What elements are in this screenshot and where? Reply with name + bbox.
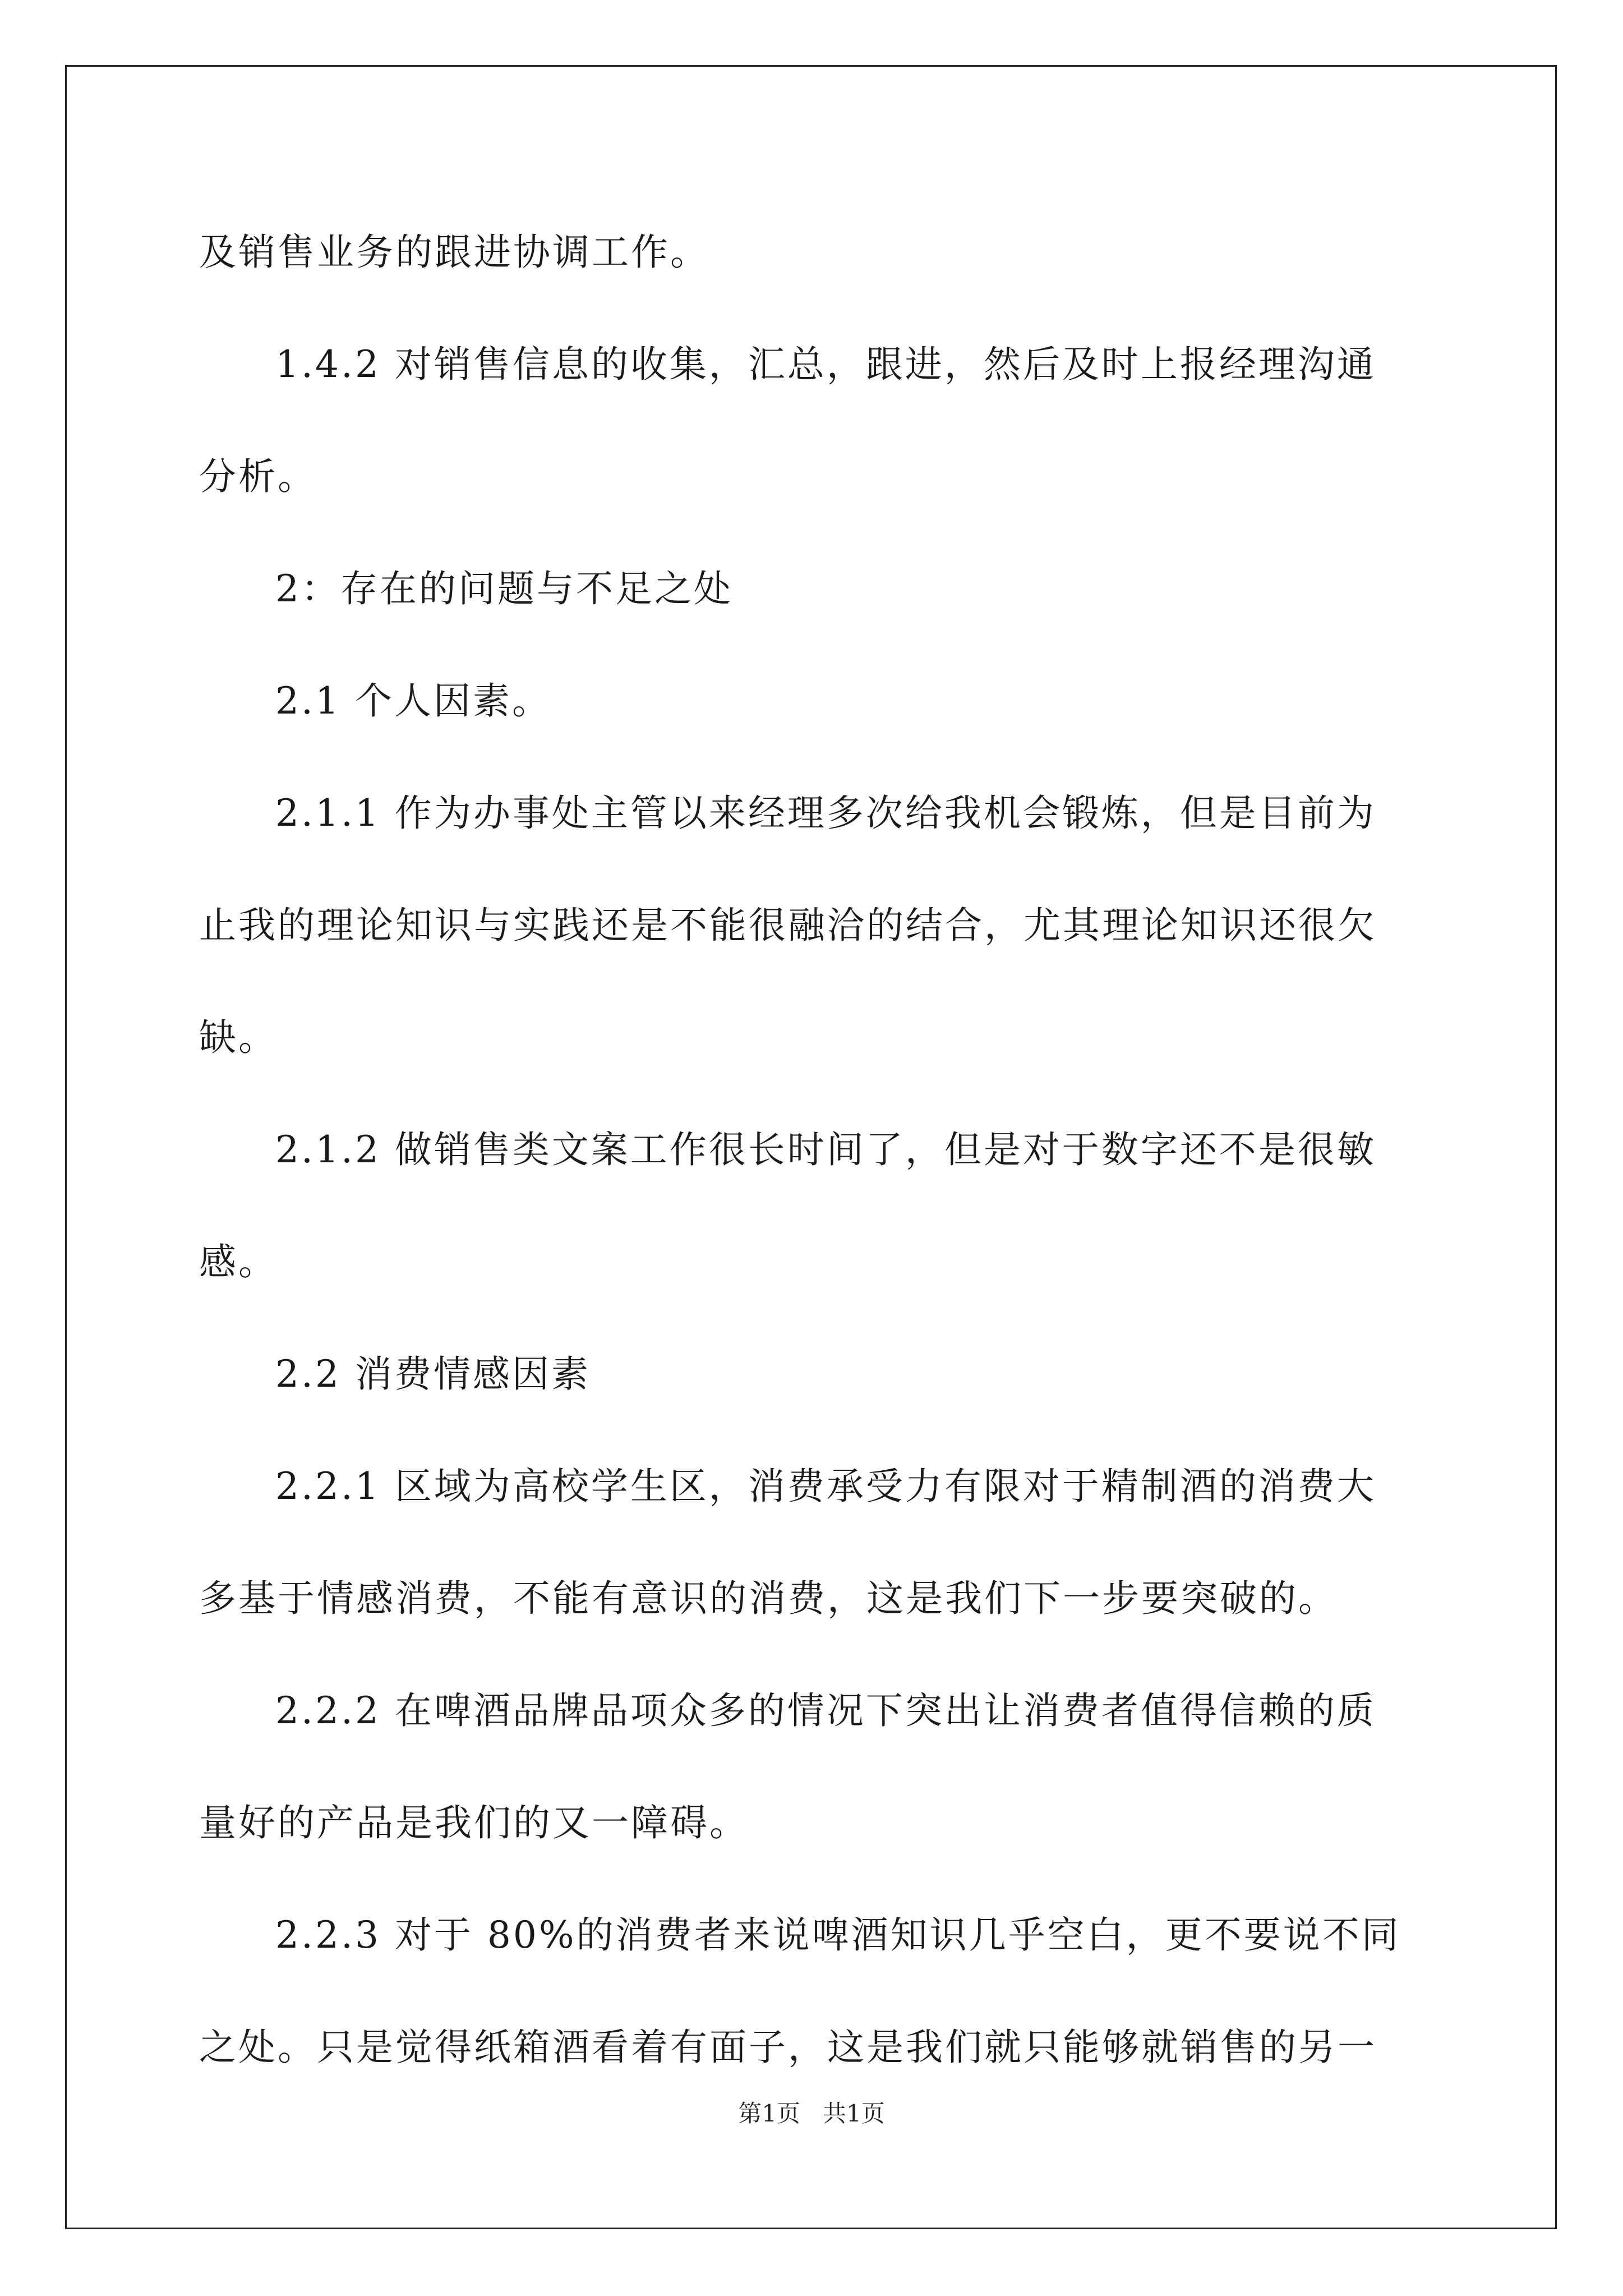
document-body [199, 196, 1433, 2104]
page-number: 第1页 [738, 2100, 800, 2127]
paragraph [199, 1094, 1433, 1318]
text-line: 及销售业务的跟进协调工作。 [199, 231, 709, 274]
subsection-heading [199, 1318, 1433, 1430]
text-line: 2.2 消费情感因素 [275, 1352, 591, 1396]
text-line: 感。 [199, 1240, 278, 1283]
text-line: 多基于情感消费，不能有意识的消费，这是我们下一步要突破的。 [199, 1577, 1338, 1620]
page-total: 共1页 [823, 2100, 885, 2127]
text-line: 分析。 [199, 455, 317, 498]
text-line: 2.2.3 对于 80%的消费者来说啤酒知识几乎空白，更不要说不同 [275, 1913, 1401, 1957]
text-line: 2.1.2 做销售类文案工作很长时间了，但是对于数字还不是很敏 [275, 1128, 1376, 1171]
text-line: 量好的产品是我们的又一障碍。 [199, 1801, 749, 1844]
paragraph [199, 1430, 1433, 1655]
text-line: 2.2.1 区域为高校学生区，消费承受力有限对于精制酒的消费大 [275, 1465, 1376, 1508]
text-line: 2.1.1 作为办事处主管以来经理多次给我机会锻炼，但是目前为 [275, 792, 1376, 835]
paragraph [199, 757, 1433, 1094]
text-line: 2.1 个人因素。 [275, 679, 551, 723]
page-footer [0, 2095, 1623, 2129]
section-heading [199, 533, 1433, 645]
paragraph [199, 196, 1433, 309]
text-line: 之处。只是觉得纸箱酒看着有面子，这是我们就只能够就销售的另一 [199, 2026, 1377, 2069]
text-line: 止我的理论知识与实践还是不能很融洽的结合，尤其理论知识还很欠 [199, 904, 1377, 947]
text-line: 缺。 [199, 1016, 278, 1059]
text-line: 2.2.2 在啤酒品牌品项众多的情况下突出让消费者值得信赖的质 [275, 1689, 1376, 1732]
subsection-heading [199, 645, 1433, 757]
paragraph [199, 1879, 1433, 2104]
paragraph [199, 309, 1433, 533]
text-line: 1.4.2 对销售信息的收集，汇总，跟进，然后及时上报经理沟通 [275, 343, 1376, 386]
text-line: 2：存在的问题与不足之处 [275, 567, 733, 610]
paragraph [199, 1655, 1433, 1879]
